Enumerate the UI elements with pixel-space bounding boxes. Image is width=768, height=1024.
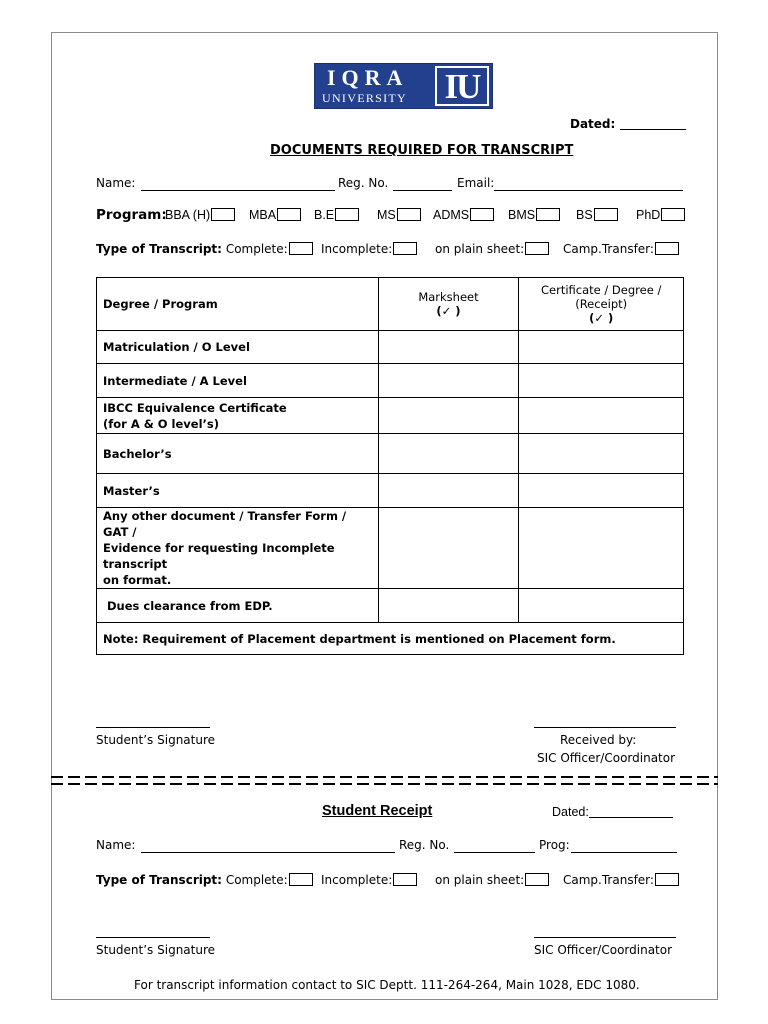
- program-checkbox[interactable]: [397, 208, 421, 221]
- row-label: [97, 589, 379, 623]
- certificate-cell[interactable]: [519, 364, 684, 398]
- header-degree: Degree / Program: [97, 278, 379, 331]
- program-checkbox[interactable]: [277, 208, 301, 221]
- receipt-transcript-option: [321, 873, 417, 887]
- certificate-cell[interactable]: [519, 398, 684, 434]
- row-label-line3: on format.: [103, 573, 172, 587]
- transcript-checkbox[interactable]: [525, 242, 549, 255]
- receipt-transcript-checkbox[interactable]: [393, 873, 417, 886]
- table-row: [97, 508, 684, 589]
- program-option-label: MBA: [249, 208, 277, 222]
- program-option-label: BS: [576, 208, 593, 222]
- row-label: [97, 398, 379, 434]
- receipt-name-field[interactable]: [141, 840, 395, 853]
- marksheet-cell[interactable]: [378, 434, 519, 474]
- table-row: [97, 398, 684, 434]
- certificate-cell[interactable]: [519, 508, 684, 589]
- program-option: [433, 208, 494, 222]
- marksheet-cell[interactable]: [378, 589, 519, 623]
- transcript-option: [563, 242, 679, 256]
- program-option: [576, 208, 618, 222]
- row-label: [97, 474, 379, 508]
- row-label: [97, 364, 379, 398]
- header-marksheet: [378, 278, 519, 331]
- student-signature-line[interactable]: [96, 727, 210, 728]
- footer-contact: For transcript information contact to SIC Deptt. 111-264-264, Main 1028, EDC 1080.: [134, 978, 640, 992]
- program-label: Program:: [96, 207, 167, 223]
- row-label-line1: Master’s: [103, 483, 160, 498]
- row-label-line1: Any other document / Transfer Form / GAT /: [103, 509, 347, 539]
- program-option-label: BBA (H): [165, 208, 211, 222]
- receipt-transcript-checkbox[interactable]: [525, 873, 549, 886]
- marksheet-cell[interactable]: [378, 331, 519, 364]
- row-label: [97, 331, 379, 364]
- transcript-option-label: Incomplete:: [321, 242, 393, 256]
- email-field[interactable]: [494, 178, 683, 191]
- officer-label: SIC Officer/Coordinator: [537, 751, 676, 765]
- marksheet-cell[interactable]: [378, 398, 519, 434]
- program-option-label: BMS: [508, 208, 536, 222]
- row-label-line1: Intermediate / A Level: [103, 373, 247, 388]
- program-checkbox[interactable]: [470, 208, 494, 221]
- receipt-student-signature-label: Student’s Signature: [96, 943, 216, 957]
- certificate-cell[interactable]: [519, 589, 684, 623]
- name-label: Name:: [96, 176, 136, 190]
- table-row: [97, 434, 684, 474]
- receipt-reg-label: Reg. No.: [399, 838, 450, 852]
- received-by-label: Received by:: [560, 733, 637, 747]
- row-label: [97, 434, 379, 474]
- header-marksheet-label: Marksheet: [418, 290, 479, 304]
- receipt-student-signature-line[interactable]: [96, 937, 210, 938]
- program-option: [165, 208, 235, 222]
- documents-table: [96, 277, 684, 655]
- program-checkbox[interactable]: [211, 208, 235, 221]
- receipt-option-label: on plain sheet:: [435, 873, 525, 887]
- receipt-transcript-option: [435, 873, 549, 887]
- email-label: Email:: [457, 176, 495, 190]
- receipt-name-label: Name:: [96, 838, 136, 852]
- receipt-officer-signature-line[interactable]: [534, 937, 676, 938]
- marksheet-cell[interactable]: [378, 474, 519, 508]
- receiver-signature-line[interactable]: [534, 727, 676, 728]
- dated-line[interactable]: [620, 117, 686, 130]
- transcript-type-row: [96, 242, 313, 256]
- transcript-checkbox[interactable]: [655, 242, 679, 255]
- university-logo: [314, 63, 493, 109]
- receipt-prog-label: Prog:: [539, 838, 570, 852]
- name-field[interactable]: [141, 178, 335, 191]
- certificate-cell[interactable]: [519, 474, 684, 508]
- dated-label: Dated:: [570, 117, 616, 131]
- transcript-checkbox[interactable]: [393, 242, 417, 255]
- transcript-option-label: Camp.Transfer:: [563, 242, 654, 256]
- note-text: Note: Requirement of Placement department is mentioned on Placement form.: [97, 623, 684, 655]
- cut-line: [51, 773, 718, 787]
- program-option-label: PhD: [636, 208, 661, 222]
- receipt-dated-label: Dated:: [552, 805, 589, 819]
- marksheet-cell[interactable]: [378, 364, 519, 398]
- program-checkbox[interactable]: [335, 208, 359, 221]
- receipt-transcript-label: Type of Transcript:: [96, 873, 222, 887]
- student-signature-label: Student’s Signature: [96, 733, 216, 747]
- logo-line2: UNIVERSITY: [322, 91, 407, 105]
- dated-field: [570, 117, 686, 131]
- note-row: [97, 623, 684, 655]
- program-checkbox[interactable]: [594, 208, 618, 221]
- transcript-option: [321, 242, 417, 256]
- program-option-label: B.E: [314, 208, 335, 222]
- row-label-line1: Bachelor’s: [103, 446, 172, 461]
- table-row: [97, 331, 684, 364]
- row-label-line1: Matriculation / O Level: [103, 340, 250, 354]
- check-icon: (✓ ): [436, 304, 461, 318]
- row-label-line2: Evidence for requesting Incomplete transcript: [103, 541, 335, 571]
- reg-field[interactable]: [393, 178, 452, 191]
- program-option: [508, 208, 560, 222]
- check-icon: (✓ ): [589, 311, 614, 325]
- receipt-prog-field[interactable]: [571, 840, 677, 853]
- table-row: [97, 589, 684, 623]
- transcript-type-label: Type of Transcript:: [96, 242, 222, 256]
- transcript-option: [435, 242, 549, 256]
- program-option: [249, 208, 301, 222]
- program-option-label: ADMS: [433, 208, 470, 222]
- receipt-option-label: Camp.Transfer:: [563, 873, 654, 887]
- program-option: [314, 208, 359, 222]
- receipt-transcript-option: [563, 873, 679, 887]
- table-header-row: [97, 278, 684, 331]
- table-row: [97, 474, 684, 508]
- row-label-line1: IBCC Equivalence Certificate: [103, 400, 287, 415]
- row-label-line2: (for A & O level’s): [103, 416, 219, 431]
- row-label: [97, 508, 379, 589]
- table-row: [97, 364, 684, 398]
- receipt-reg-field[interactable]: [454, 840, 535, 853]
- page-title: DOCUMENTS REQUIRED FOR TRANSCRIPT: [270, 143, 574, 158]
- program-checkbox[interactable]: [536, 208, 560, 221]
- transcript-option-label: on plain sheet:: [435, 242, 525, 256]
- program-option-label: MS: [377, 208, 396, 222]
- marksheet-cell[interactable]: [378, 508, 519, 589]
- receipt-option-label: Incomplete:: [321, 873, 393, 887]
- logo-mark: IU: [435, 66, 489, 106]
- receipt-dated-field: [552, 805, 673, 819]
- program-option: [377, 208, 421, 222]
- receipt-title: Student Receipt: [322, 803, 433, 819]
- header-certificate: [519, 278, 684, 331]
- transcript-checkbox[interactable]: [289, 242, 313, 255]
- row-label-line1: Dues clearance from EDP.: [103, 598, 273, 613]
- logo-line1: IQRA: [327, 65, 409, 90]
- receipt-transcript-checkbox[interactable]: [289, 873, 313, 886]
- receipt-dated-line[interactable]: [589, 805, 673, 818]
- header-certificate-line1: Certificate / Degree /: [541, 283, 662, 297]
- receipt-option-label: Complete:: [225, 873, 288, 887]
- header-certificate-line2: (Receipt): [575, 297, 628, 311]
- receipt-transcript-row: [96, 873, 313, 887]
- transcript-option-label: Complete:: [225, 242, 288, 256]
- certificate-cell[interactable]: [519, 331, 684, 364]
- receipt-transcript-checkbox[interactable]: [655, 873, 679, 886]
- reg-label: Reg. No.: [338, 176, 389, 190]
- program-option: [636, 208, 685, 222]
- program-checkbox[interactable]: [661, 208, 685, 221]
- cut-line-graphic: [51, 773, 718, 787]
- certificate-cell[interactable]: [519, 434, 684, 474]
- receipt-officer-label: SIC Officer/Coordinator: [534, 943, 673, 957]
